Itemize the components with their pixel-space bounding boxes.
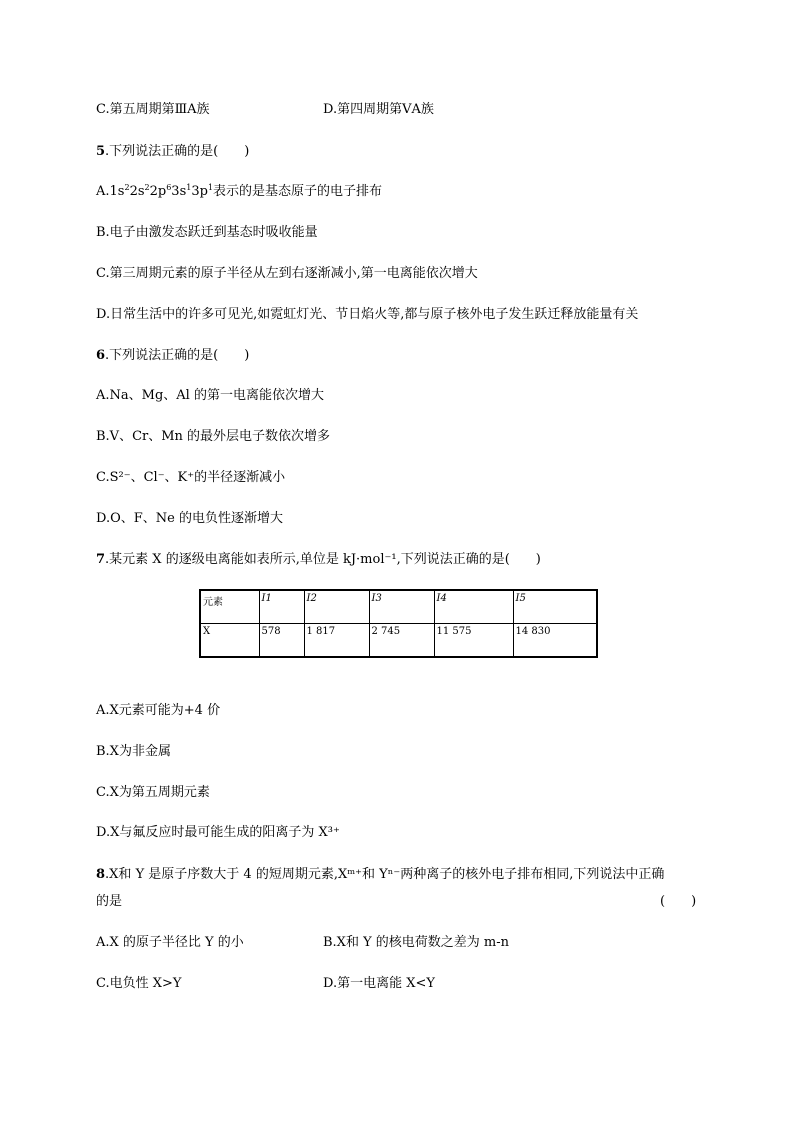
q8-option-d: D.第一电离能 X<Y: [323, 976, 435, 991]
table-cell: 11 575: [434, 624, 513, 658]
table-cell: 578: [259, 624, 304, 658]
table-cell: 2 745: [369, 624, 434, 658]
q8-stem-text: .X和 Y 是原子序数大于 4 的短周期元素,Xᵐ⁺和 Yⁿ⁻两种离子的核外电子排布相同,下列说法中正确: [105, 867, 665, 882]
table-cell: 14 830: [513, 624, 597, 658]
q7-option-c: C.X为第五周期元素: [96, 785, 210, 800]
q7-stem: [96, 551, 541, 569]
q5-option-c: C.第三周期元素的原子半径从左到右逐渐减小,第一电离能依次增大: [96, 266, 478, 281]
q4-option-c: C.第五周期第ⅢA族: [96, 102, 210, 117]
q8-number: 8: [96, 867, 106, 882]
q7-stem-text: .某元素 X 的逐级电离能如表所示,单位是 kJ·mol⁻¹,下列说法正确的是( ): [105, 552, 541, 567]
q8-stem: [96, 866, 664, 884]
q5-stem: [96, 143, 249, 161]
q4-option-d: D.第四周期第ⅤA族: [323, 102, 434, 117]
q6-option-d: D.O、F、Ne 的电负性逐渐增大: [96, 511, 283, 526]
q7-number: 7: [96, 552, 106, 567]
q8-stem-line2: 的是: [96, 894, 123, 909]
table-header-cell: I2: [304, 590, 369, 624]
q6-option-a: A.Na、Mg、Al 的第一电离能依次增大: [96, 388, 324, 403]
q5-number: 5: [96, 144, 106, 159]
q6-option-c: C.S²⁻、Cl⁻、K⁺的半径逐渐减小: [96, 470, 286, 485]
q7-option-a: A.X元素可能为+4 价: [96, 703, 221, 718]
ionization-energy-table: [199, 589, 598, 658]
q5-option-a: $A.1s^22s^22p^63s^13p^1$表示的是基态原子的电子排布: [96, 183, 383, 199]
table-cell: X: [200, 624, 259, 658]
q5-stem-text: .下列说法正确的是( ): [105, 144, 250, 159]
q8-option-c: C.电负性 X>Y: [96, 976, 182, 991]
table-cell: 1 817: [304, 624, 369, 658]
q6-number: 6: [96, 348, 106, 363]
table-header-row: [200, 590, 597, 624]
q7-option-b: B.X为非金属: [96, 744, 171, 759]
table-header-cell: I4: [434, 590, 513, 624]
q5-option-b: B.电子由激发态跃迁到基态时吸收能量: [96, 225, 318, 240]
table-header-cell: I3: [369, 590, 434, 624]
q5-option-d: D.日常生活中的许多可见光,如霓虹灯光、节日焰火等,都与原子核外电子发生跃迁释放能量有关: [96, 307, 639, 322]
q8-option-b: B.X和 Y 的核电荷数之差为 m-n: [323, 935, 510, 950]
table-row: [200, 624, 597, 658]
table-header-cell: 元素: [200, 590, 259, 624]
q6-stem: [96, 347, 249, 365]
table-header-cell: I5: [513, 590, 597, 624]
table-header-cell: I1: [259, 590, 304, 624]
q8-answer-paren: ( ): [660, 894, 697, 909]
q6-option-b: B.V、Cr、Mn 的最外层电子数依次增多: [96, 429, 331, 444]
q8-option-a: A.X 的原子半径比 Y 的小: [96, 935, 244, 950]
q7-option-d: D.X与氟反应时最可能生成的阳离子为 X³⁺: [96, 825, 340, 840]
q6-stem-text: .下列说法正确的是( ): [105, 348, 250, 363]
